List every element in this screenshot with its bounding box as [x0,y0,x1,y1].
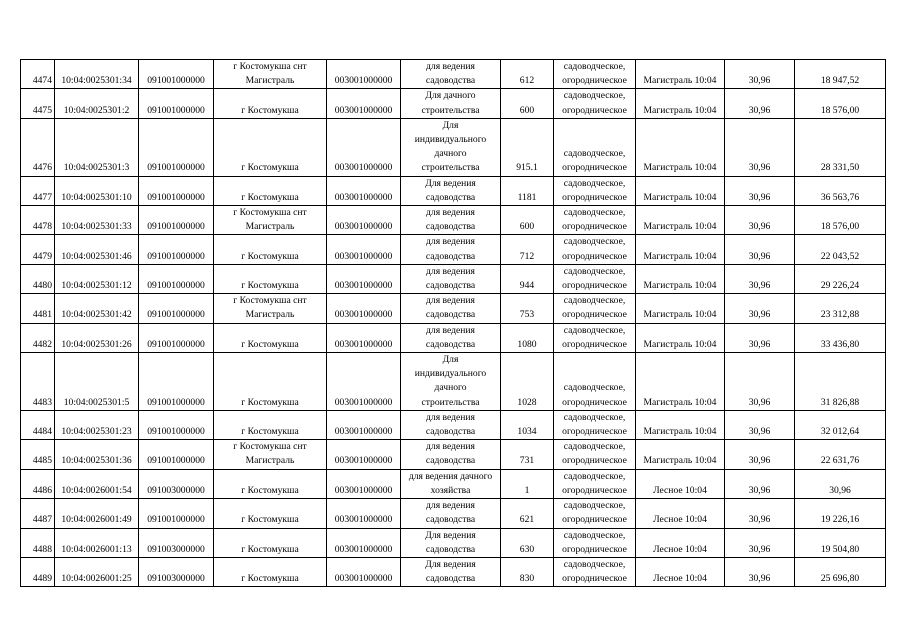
code-cell: 003001000000 [327,323,401,352]
row-number-cell: 4485 [21,440,55,469]
valuation-zone-cell: Лесное 10:04 [636,557,725,586]
category-cell: садоводческое, огородническое [554,323,636,352]
cadastral-number-cell: 10:04:0025301:2 [55,89,139,118]
row-number-cell: 4474 [21,60,55,89]
cadastral-value-cell: 19 504,80 [795,528,886,557]
location-cell: г Костомукша снт Магистраль [214,440,327,469]
row-number-cell: 4483 [21,353,55,411]
cadastral-number-cell: 10:04:0025301:12 [55,264,139,293]
cadastral-value-cell: 36 563,76 [795,176,886,205]
code-cell: 003001000000 [327,557,401,586]
location-cell: г Костомукша [214,323,327,352]
oktmo-cell: 091001000000 [139,294,214,323]
row-number-cell: 4480 [21,264,55,293]
cadastral-number-cell: 10:04:0026001:13 [55,528,139,557]
row-number-cell: 4487 [21,499,55,528]
cadastral-value-cell: 29 226,24 [795,264,886,293]
code-cell: 003001000000 [327,469,401,498]
permitted-use-cell: для ведения садоводства [401,440,501,469]
cadastral-number-cell: 10:04:0026001:25 [55,557,139,586]
cadastral-number-cell: 10:04:0026001:54 [55,469,139,498]
specific-value-cell: 30,96 [725,60,795,89]
code-cell: 003001000000 [327,235,401,264]
category-cell: садоводческое, огородническое [554,440,636,469]
table-row [21,557,886,586]
category-cell: садоводческое, огородническое [554,557,636,586]
category-cell: садоводческое, огородническое [554,264,636,293]
table-row [21,469,886,498]
valuation-zone-cell: Магистраль 10:04 [636,294,725,323]
valuation-zone-cell: Магистраль 10:04 [636,440,725,469]
table-row [21,118,886,176]
valuation-zone-cell: Магистраль 10:04 [636,60,725,89]
cadastral-number-cell: 10:04:0025301:36 [55,440,139,469]
area-cell: 1181 [501,176,554,205]
cadastral-value-cell: 18 947,52 [795,60,886,89]
category-cell: садоводческое, огородническое [554,499,636,528]
specific-value-cell: 30,96 [725,176,795,205]
table-row [21,176,886,205]
permitted-use-cell: Для ведения садоводства [401,176,501,205]
specific-value-cell: 30,96 [725,235,795,264]
oktmo-cell: 091001000000 [139,89,214,118]
category-cell: садоводческое, огородническое [554,235,636,264]
table-row [21,60,886,89]
cadastral-number-cell: 10:04:0025301:10 [55,176,139,205]
permitted-use-cell: для ведения дачного хозяйства [401,469,501,498]
oktmo-cell: 091001000000 [139,118,214,176]
cadastral-value-cell: 22 043,52 [795,235,886,264]
area-cell: 753 [501,294,554,323]
valuation-zone-cell: Лесное 10:04 [636,528,725,557]
specific-value-cell: 30,96 [725,264,795,293]
row-number-cell: 4479 [21,235,55,264]
table-row [21,410,886,439]
location-cell: г Костомукша [214,118,327,176]
location-cell: г Костомукша снт Магистраль [214,294,327,323]
oktmo-cell: 091001000000 [139,440,214,469]
row-number-cell: 4482 [21,323,55,352]
category-cell: садоводческое, огородническое [554,206,636,235]
code-cell: 003001000000 [327,60,401,89]
area-cell: 612 [501,60,554,89]
permitted-use-cell: для ведения садоводства [401,294,501,323]
location-cell: г Костомукша [214,89,327,118]
permitted-use-cell: для ведения садоводства [401,206,501,235]
location-cell: г Костомукша [214,235,327,264]
category-cell: садоводческое, огородническое [554,294,636,323]
row-number-cell: 4486 [21,469,55,498]
cadastral-value-cell: 19 226,16 [795,499,886,528]
area-cell: 830 [501,557,554,586]
table-row [21,89,886,118]
oktmo-cell: 091001000000 [139,323,214,352]
permitted-use-cell: Для ведения садоводства [401,528,501,557]
location-cell: г Костомукша [214,410,327,439]
permitted-use-cell: Для ведения садоводства [401,557,501,586]
valuation-zone-cell: Лесное 10:04 [636,469,725,498]
table-row [21,528,886,557]
specific-value-cell: 30,96 [725,294,795,323]
oktmo-cell: 091001000000 [139,353,214,411]
cadastral-value-cell: 18 576,00 [795,206,886,235]
code-cell: 003001000000 [327,294,401,323]
oktmo-cell: 091001000000 [139,206,214,235]
oktmo-cell: 091001000000 [139,410,214,439]
specific-value-cell: 30,96 [725,499,795,528]
cadastral-number-cell: 10:04:0025301:23 [55,410,139,439]
specific-value-cell: 30,96 [725,469,795,498]
area-cell: 1034 [501,410,554,439]
row-number-cell: 4475 [21,89,55,118]
specific-value-cell: 30,96 [725,89,795,118]
valuation-zone-cell: Лесное 10:04 [636,499,725,528]
row-number-cell: 4488 [21,528,55,557]
oktmo-cell: 091001000000 [139,235,214,264]
table-row [21,323,886,352]
oktmo-cell: 091003000000 [139,469,214,498]
area-cell: 712 [501,235,554,264]
category-cell: садоводческое, огородническое [554,469,636,498]
area-cell: 944 [501,264,554,293]
cadastral-value-cell: 18 576,00 [795,89,886,118]
category-cell: садоводческое, огородническое [554,118,636,176]
cadastral-value-cell: 23 312,88 [795,294,886,323]
category-cell: садоводческое, огородническое [554,410,636,439]
location-cell: г Костомукша [214,469,327,498]
row-number-cell: 4484 [21,410,55,439]
specific-value-cell: 30,96 [725,118,795,176]
location-cell: г Костомукша снт Магистраль [214,60,327,89]
code-cell: 003001000000 [327,353,401,411]
permitted-use-cell: для ведения садоводства [401,323,501,352]
specific-value-cell: 30,96 [725,528,795,557]
oktmo-cell: 091001000000 [139,176,214,205]
area-cell: 600 [501,89,554,118]
permitted-use-cell: для ведения садоводства [401,235,501,264]
table-row [21,499,886,528]
code-cell: 003001000000 [327,206,401,235]
table-row [21,206,886,235]
specific-value-cell: 30,96 [725,557,795,586]
cadastral-number-cell: 10:04:0025301:42 [55,294,139,323]
row-number-cell: 4481 [21,294,55,323]
area-cell: 600 [501,206,554,235]
area-cell: 1 [501,469,554,498]
permitted-use-cell: Для индивидуального дачного строительства [401,353,501,411]
valuation-zone-cell: Магистраль 10:04 [636,235,725,264]
cadastral-number-cell: 10:04:0025301:46 [55,235,139,264]
location-cell: г Костомукша снт Магистраль [214,206,327,235]
cadastral-value-cell: 28 331,50 [795,118,886,176]
area-cell: 1028 [501,353,554,411]
category-cell: садоводческое, огородническое [554,528,636,557]
location-cell: г Костомукша [214,557,327,586]
code-cell: 003001000000 [327,528,401,557]
code-cell: 003001000000 [327,440,401,469]
table-body [21,60,886,587]
code-cell: 003001000000 [327,89,401,118]
location-cell: г Костомукша [214,499,327,528]
cadastral-number-cell: 10:04:0025301:26 [55,323,139,352]
category-cell: садоводческое, огородническое [554,176,636,205]
location-cell: г Костомукша [214,176,327,205]
valuation-zone-cell: Магистраль 10:04 [636,410,725,439]
category-cell: садоводческое, огородническое [554,89,636,118]
table-row [21,440,886,469]
code-cell: 003001000000 [327,176,401,205]
cadastral-number-cell: 10:04:0025301:34 [55,60,139,89]
area-cell: 1080 [501,323,554,352]
oktmo-cell: 091001000000 [139,499,214,528]
area-cell: 915.1 [501,118,554,176]
table-row [21,353,886,411]
cadastral-value-cell: 25 696,80 [795,557,886,586]
cadastral-number-cell: 10:04:0025301:3 [55,118,139,176]
table-row [21,235,886,264]
cadastral-number-cell: 10:04:0026001:49 [55,499,139,528]
valuation-zone-cell: Магистраль 10:04 [636,353,725,411]
row-number-cell: 4489 [21,557,55,586]
cadastral-value-cell: 32 012,64 [795,410,886,439]
area-cell: 621 [501,499,554,528]
valuation-zone-cell: Магистраль 10:04 [636,206,725,235]
valuation-zone-cell: Магистраль 10:04 [636,264,725,293]
category-cell: садоводческое, огородническое [554,353,636,411]
valuation-zone-cell: Магистраль 10:04 [636,118,725,176]
area-cell: 630 [501,528,554,557]
table-row [21,294,886,323]
oktmo-cell: 091003000000 [139,528,214,557]
cadastral-value-cell: 22 631,76 [795,440,886,469]
row-number-cell: 4477 [21,176,55,205]
code-cell: 003001000000 [327,410,401,439]
cadastral-value-cell: 33 436,80 [795,323,886,352]
permitted-use-cell: Для индивидуального дачного строительства [401,118,501,176]
valuation-zone-cell: Магистраль 10:04 [636,176,725,205]
specific-value-cell: 30,96 [725,206,795,235]
permitted-use-cell: для ведения садоводства [401,499,501,528]
specific-value-cell: 30,96 [725,440,795,469]
location-cell: г Костомукша [214,264,327,293]
location-cell: г Костомукша [214,353,327,411]
code-cell: 003001000000 [327,264,401,293]
oktmo-cell: 091001000000 [139,60,214,89]
row-number-cell: 4476 [21,118,55,176]
land-plots-table [20,59,886,587]
specific-value-cell: 30,96 [725,410,795,439]
oktmo-cell: 091003000000 [139,557,214,586]
code-cell: 003001000000 [327,499,401,528]
cadastral-value-cell: 31 826,88 [795,353,886,411]
valuation-zone-cell: Магистраль 10:04 [636,89,725,118]
table-row [21,264,886,293]
row-number-cell: 4478 [21,206,55,235]
permitted-use-cell: Для дачного строительства [401,89,501,118]
specific-value-cell: 30,96 [725,323,795,352]
cadastral-number-cell: 10:04:0025301:33 [55,206,139,235]
cadastral-value-cell: 30,96 [795,469,886,498]
area-cell: 731 [501,440,554,469]
permitted-use-cell: для ведения садоводства [401,410,501,439]
permitted-use-cell: для ведения садоводства [401,264,501,293]
oktmo-cell: 091001000000 [139,264,214,293]
location-cell: г Костомукша [214,528,327,557]
valuation-zone-cell: Магистраль 10:04 [636,323,725,352]
code-cell: 003001000000 [327,118,401,176]
specific-value-cell: 30,96 [725,353,795,411]
cadastral-number-cell: 10:04:0025301:5 [55,353,139,411]
permitted-use-cell: для ведения садоводства [401,60,501,89]
category-cell: садоводческое, огородническое [554,60,636,89]
